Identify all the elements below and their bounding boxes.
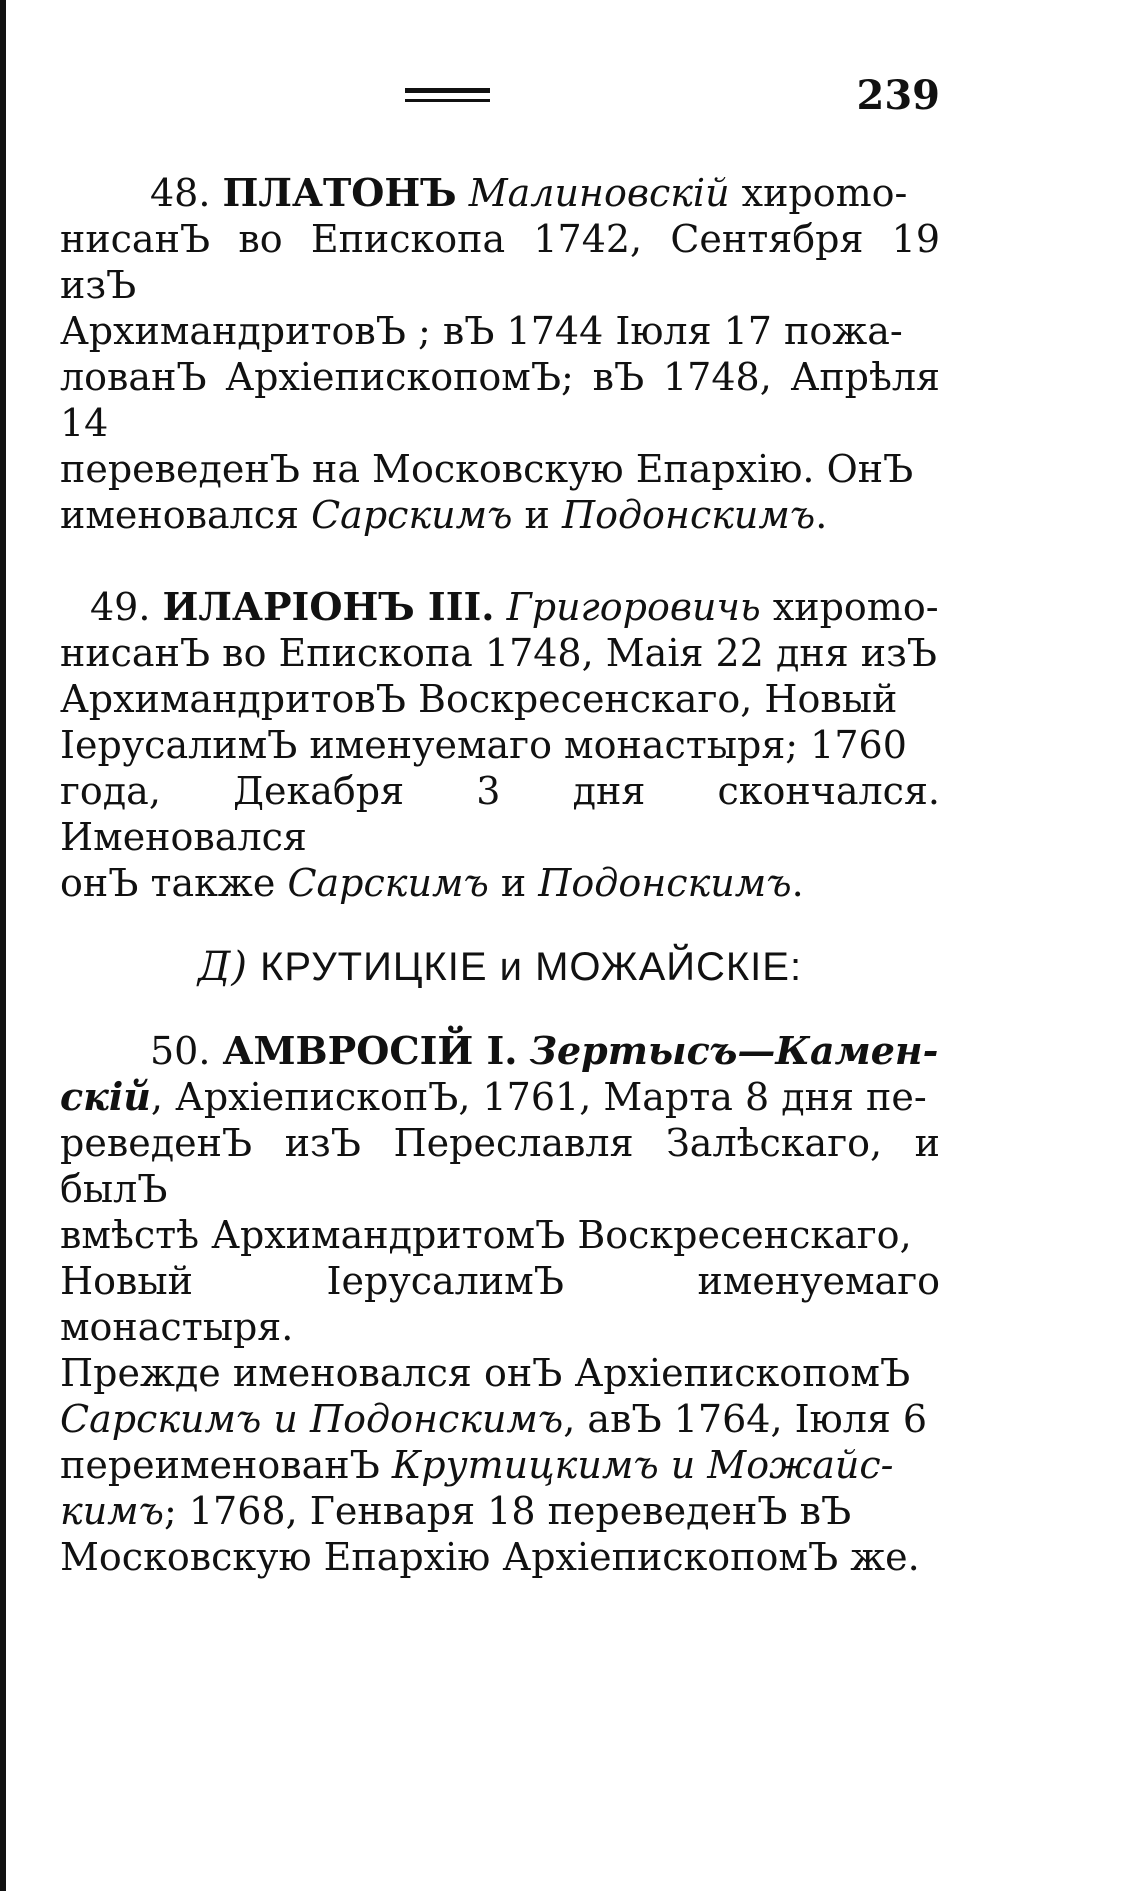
- text-line: нисанЪ во Епископа 1748, Маія 22 дня изЪ: [60, 631, 937, 675]
- period: .: [791, 861, 804, 905]
- text-line: Московскую Епархію АрхіепископомЪ же.: [60, 1535, 920, 1579]
- title-sarsky-podonsky: Сарскимъ и Подонскимъ: [60, 1397, 564, 1441]
- entry-surname: Григоровичь: [506, 585, 761, 629]
- entry-surname: Зертысъ—Камен-: [529, 1028, 939, 1073]
- text-line: Прежде именовался онЪ АрхіепископомЪ: [60, 1351, 911, 1395]
- section-title: КРУТИЦКІЕ и МОЖАЙСКІЕ:: [248, 945, 803, 989]
- entry-name: АМВРОСІЙ I.: [222, 1028, 518, 1073]
- entry-paragraph: [60, 1028, 940, 1580]
- text-line: ІерусалимЪ именуемаго монастыря; 1760: [60, 723, 907, 767]
- title-krutitsky: Крутицкимъ и Можайс-: [391, 1443, 894, 1487]
- period: .: [815, 493, 828, 537]
- entry-number: 50.: [150, 1029, 211, 1073]
- header-ornament-rule: [405, 88, 490, 102]
- page-header: [60, 72, 940, 140]
- text-line: вмѣстѣ АрхимандритомЪ Воскресенскаго,: [60, 1213, 912, 1257]
- text-line: , авЪ 1764, Іюля 6: [563, 1397, 928, 1441]
- text-line: переведенЪ на Московскую Епархію. ОнЪ: [60, 447, 914, 491]
- text-line: АрхимандритовЪ ; вЪ 1744 Іюля 17 пожа-: [60, 309, 903, 353]
- text-line: нисанЪ во Епископа 1742, Сентября 19 изЪ: [60, 217, 940, 307]
- entry-number: 48.: [150, 171, 211, 215]
- text-line: АрхимандритовЪ Воскресенскаго, Новый: [60, 677, 898, 721]
- entry-paragraph: [60, 584, 940, 906]
- section-heading: [60, 944, 940, 990]
- surname-continuation: скій: [60, 1074, 151, 1119]
- text-line: , АрхіепископЪ, 1761, Марта 8 дня пе-: [150, 1075, 927, 1119]
- entry-paragraph: [60, 170, 940, 538]
- text-line: онЪ также: [60, 861, 288, 905]
- text-line: именовался: [60, 493, 312, 537]
- text-line: ; 1768, Генваря 18 переведенЪ вЪ: [164, 1489, 852, 1533]
- entry-name: ИЛАРІОНЪ III.: [162, 584, 495, 629]
- entry-50: [60, 1028, 940, 1580]
- title-sarsky: Сарскимъ: [311, 493, 513, 537]
- title-podonsky: Подонскимъ: [561, 493, 816, 537]
- title-sarsky: Сарскимъ: [287, 861, 489, 905]
- text-line: Новый ІерусалимЪ именуемаго монастыря.: [60, 1259, 940, 1349]
- entry-name: ПЛАТОНЪ: [222, 170, 457, 215]
- text-line: года, Декабря 3 дня скончался. Именовался: [60, 769, 940, 859]
- entry-48: [60, 170, 940, 538]
- text-line: переименованЪ: [60, 1443, 392, 1487]
- entry-number: 49.: [90, 585, 151, 629]
- conjunction: и: [488, 861, 539, 905]
- text-line: хироmо-: [729, 171, 908, 215]
- conjunction: и: [512, 493, 562, 537]
- document-page: [60, 72, 940, 1580]
- text-line: лованЪ АрхіепископомЪ; вЪ 1748, Апрѣля 14: [60, 355, 940, 445]
- entry-surname: Малиновскій: [468, 171, 730, 215]
- text-line: реведенЪ изЪ Переславля Залѣскаго, и былЪ: [60, 1121, 940, 1211]
- page-number: 239: [856, 72, 940, 119]
- section-letter: Д): [197, 944, 249, 990]
- entry-49: [60, 584, 940, 906]
- title-mozhaysky: кимъ: [60, 1489, 164, 1533]
- page-edge-rule: [0, 0, 6, 1891]
- title-podonsky: Подонскимъ: [538, 861, 792, 905]
- text-line: хироmо-: [760, 585, 939, 629]
